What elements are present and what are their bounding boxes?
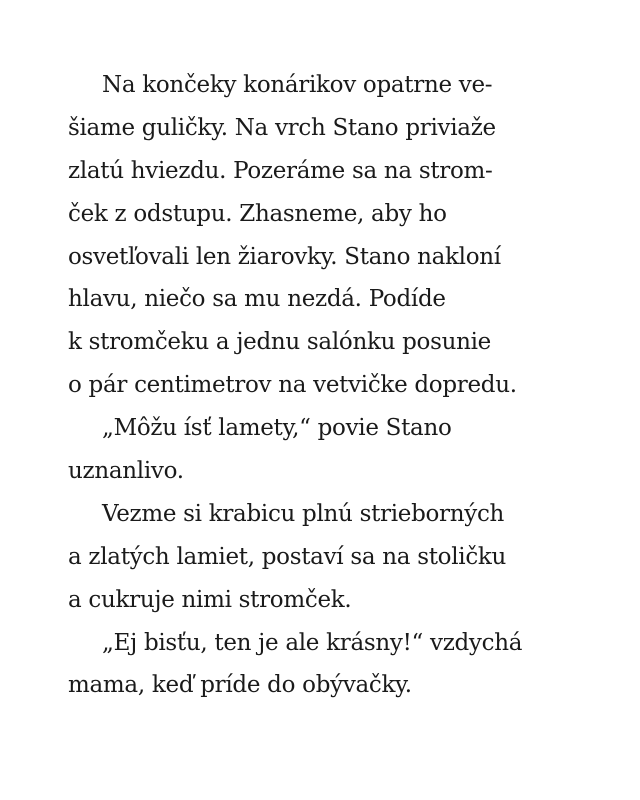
text-line-8: o pár centimetrov na vetvičke dopredu. (68, 372, 517, 399)
text-line-15: mama, keď príde do obývačky. (68, 672, 412, 699)
text-line-7: k stromčeku a jednu salónku posunie (68, 329, 491, 356)
text-line-11: Vezme si krabicu plnú strieborných (102, 500, 505, 527)
text-line-10: uznanlivo. (68, 458, 184, 485)
text-line-3: zlatú hviezdu. Pozeráme sa na strom- (68, 157, 493, 184)
text-line-14: „Ej bisťu, ten je ale krásny!“ vzdychá (102, 629, 523, 656)
text-line-12: a zlatých lamiet, postaví sa na stoličku (68, 543, 507, 570)
text-line-5: osvetľovali len žiarovky. Stano nakloní (68, 243, 501, 270)
text-line-13: a cukruje nimi stromček. (68, 586, 352, 613)
book-page-text (68, 64, 588, 707)
text-line-6: hlavu, niečo sa mu nezdá. Podíde (68, 286, 446, 313)
text-line-9: „Môžu ísť lamety,“ povie Stano (102, 415, 452, 442)
text-line-2: šiame guličky. Na vrch Stano priviaže (68, 114, 496, 141)
text-line-4: ček z odstupu. Zhasneme, aby ho (68, 200, 447, 227)
text-line-1: Na končeky konárikov opatrne ve- (102, 72, 493, 98)
